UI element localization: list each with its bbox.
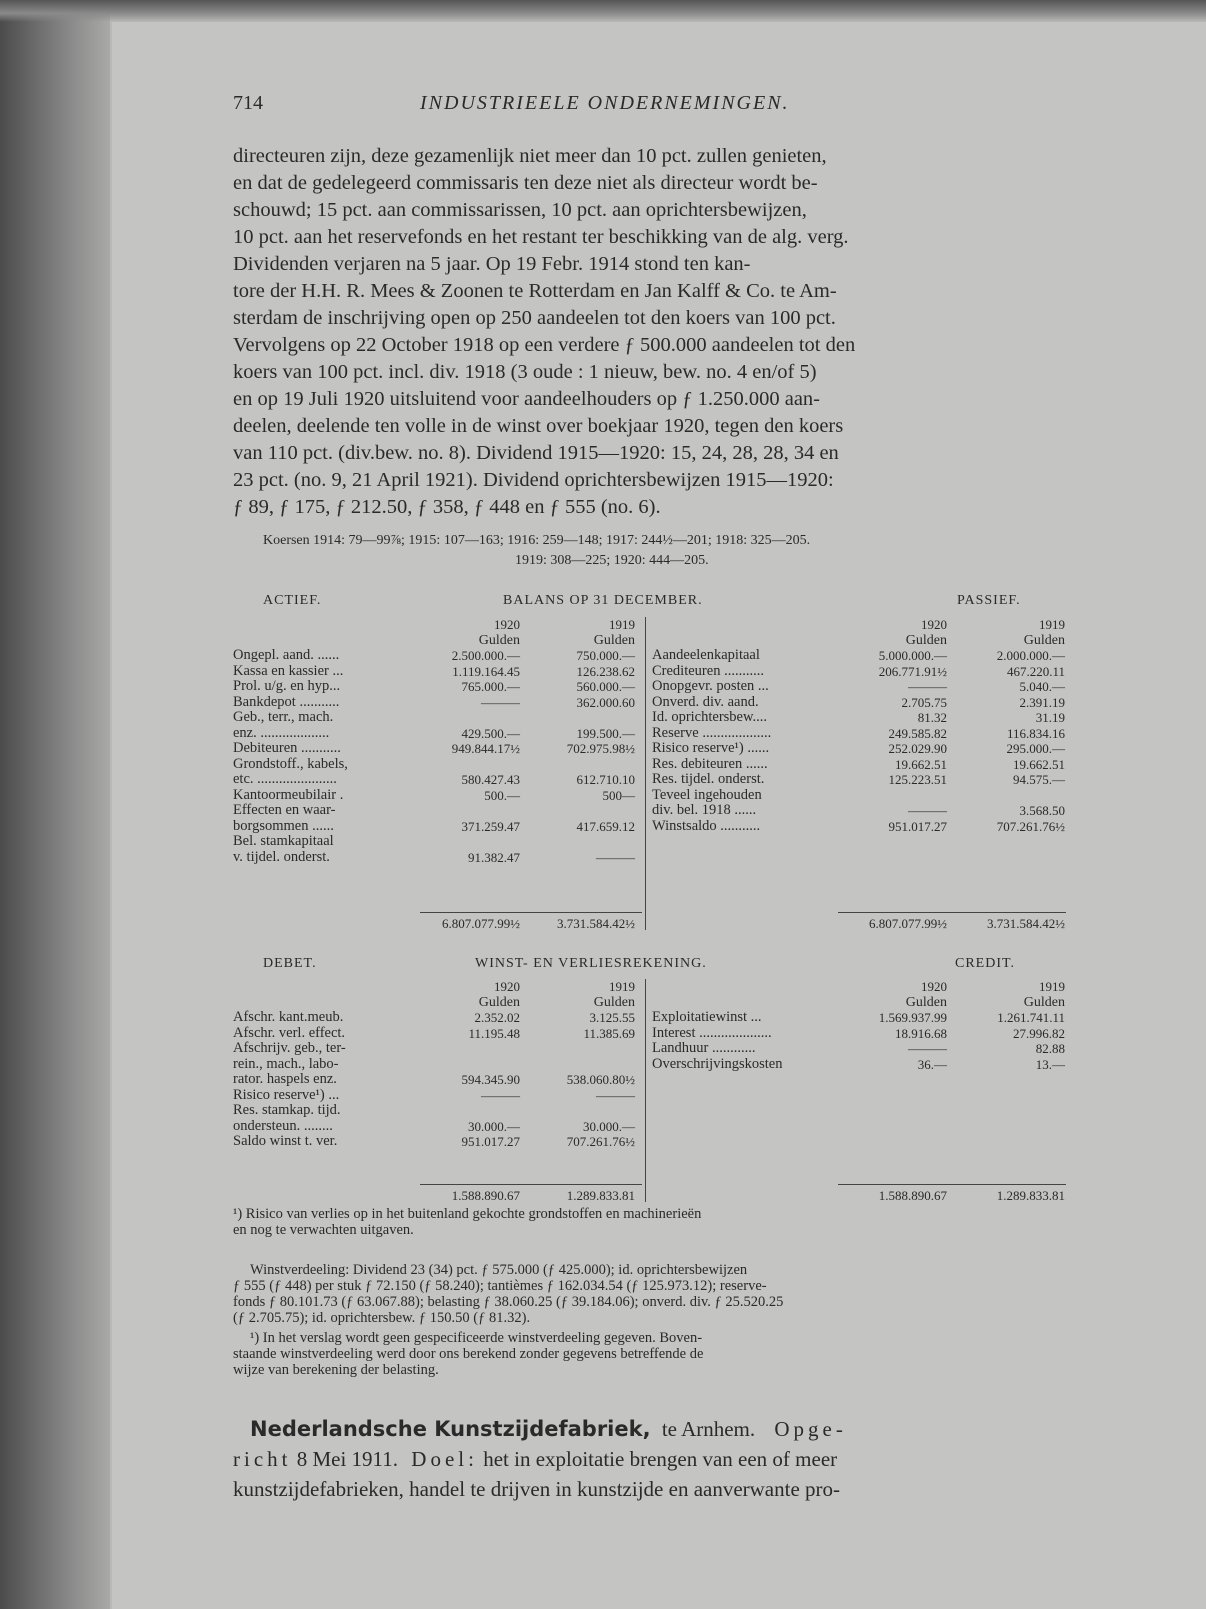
amount-1919: 707.261.76½ bbox=[566, 1134, 635, 1149]
balans-title: BALANS OP 31 DECEMBER. bbox=[503, 593, 703, 608]
unit-header: Gulden bbox=[1023, 994, 1065, 1010]
account-label: rator. haspels enz. bbox=[233, 1071, 337, 1087]
company-line: kunstzijdefabrieken, handel te drijven in kunstzijde en aanverwante pro- bbox=[233, 1477, 841, 1501]
company-location: te Arnhem. bbox=[661, 1417, 756, 1441]
amount-1920: ——— bbox=[908, 1041, 947, 1056]
total-1919: 1.289.833.81 bbox=[566, 1188, 635, 1203]
account-label: Afschrijv. geb., ter- bbox=[233, 1040, 346, 1056]
account-label: Overschrijvingskosten bbox=[652, 1055, 783, 1072]
amount-1920: 500.— bbox=[484, 787, 520, 803]
amount-1920: 36.— bbox=[917, 1056, 947, 1072]
year-header: 1919 bbox=[609, 979, 635, 994]
account-label: Geb., terr., mach. bbox=[233, 709, 334, 725]
account-label: Grondstoff., kabels, bbox=[233, 755, 348, 772]
account-label: Crediteuren ........... bbox=[652, 662, 764, 679]
account-label: Interest .................... bbox=[652, 1024, 772, 1041]
amount-1920: 249.585.82 bbox=[888, 725, 947, 741]
scan-binding-edge bbox=[0, 0, 110, 1609]
amount-1919: 417.659.12 bbox=[576, 818, 635, 834]
winstverdeeling-line: fonds ƒ 80.101.73 (ƒ 63.067.88); belasting ƒ 38.060.25 (ƒ 39.184.06); onverd. div. ƒ 25.520.25 bbox=[233, 1294, 784, 1310]
amount-1919: 538.060.80½ bbox=[566, 1072, 635, 1087]
total-1920: 1.588.890.67 bbox=[451, 1188, 520, 1203]
amount-1919: 707.261.76½ bbox=[996, 818, 1065, 834]
amount-1920: 2.705.75 bbox=[901, 694, 947, 710]
koersen-line: 1919: 308—225; 1920: 444—205. bbox=[515, 553, 709, 568]
amount-1920: 765.000.— bbox=[461, 679, 520, 694]
total-1920: 6.807.077.99½ bbox=[442, 916, 520, 931]
amount-1919: 199.500.— bbox=[576, 725, 635, 741]
amount-1920: 949.844.17½ bbox=[451, 741, 520, 756]
winstverdeeling-line: staande winstverdeeling werd door ons berekend zonder gegevens betreffende de bbox=[233, 1346, 704, 1362]
paragraph-line: en dat de gedelegeerd commissaris ten deze niet als directeur wordt be- bbox=[233, 172, 818, 194]
amount-1919: 362.000.60 bbox=[576, 694, 635, 710]
account-label: Id. oprichtersbew.... bbox=[652, 709, 768, 725]
account-label: Kantoormeubilair . bbox=[233, 786, 344, 803]
amount-1919: 5.040.— bbox=[1019, 679, 1065, 694]
paragraph-line: van 110 pct. (div.bew. no. 8). Dividend 1915—1920: 15, 24, 28, 28, 34 en bbox=[233, 442, 839, 464]
total-rule bbox=[838, 912, 1066, 913]
paragraph-line: koers van 100 pct. incl. div. 1918 (3 oude : 1 nieuw, bew. no. 4 en/of 5) bbox=[233, 361, 817, 383]
account-label: Risico reserve¹) ...... bbox=[652, 740, 770, 756]
amount-1919: 31.19 bbox=[1035, 710, 1065, 725]
amount-1920: 580.427.43 bbox=[461, 772, 520, 787]
amount-1920: 252.029.90 bbox=[888, 741, 947, 756]
unit-header: Gulden bbox=[593, 994, 635, 1010]
amount-1920: 125.223.51 bbox=[888, 772, 947, 787]
amount-1920: 5.000.000.— bbox=[878, 648, 947, 663]
amount-1920: 371.259.47 bbox=[461, 818, 520, 834]
amount-1919: 11.385.69 bbox=[583, 1025, 635, 1041]
amount-1920: ——— bbox=[481, 694, 520, 710]
account-label: Bel. stamkapitaal bbox=[233, 833, 334, 849]
account-label: Onverd. div. aand. bbox=[652, 693, 759, 710]
amount-1919: 295.000.— bbox=[1006, 741, 1065, 756]
amount-1920: 206.771.91½ bbox=[878, 663, 947, 679]
account-label: Reserve ................... bbox=[652, 724, 772, 741]
account-label: Afschr. verl. effect. bbox=[233, 1024, 346, 1041]
amount-1919: 30.000.— bbox=[583, 1118, 635, 1134]
amount-1919: 1.261.741.11 bbox=[997, 1010, 1065, 1025]
amount-1920: 11.195.48 bbox=[468, 1025, 520, 1041]
year-header: 1920 bbox=[494, 979, 520, 994]
running-title: INDUSTRIEELE ONDERNEMINGEN. bbox=[420, 92, 790, 114]
table-divider bbox=[645, 979, 646, 1202]
amount-1920: ——— bbox=[481, 1087, 520, 1103]
unit-header: Gulden bbox=[905, 632, 947, 648]
amount-1919: 13.— bbox=[1035, 1056, 1065, 1072]
total-1919: 1.289.833.81 bbox=[996, 1188, 1065, 1203]
account-label: Risico reserve¹) ... bbox=[233, 1086, 340, 1103]
company-label-doel: Doel: bbox=[411, 1447, 478, 1471]
company-line bbox=[250, 1417, 847, 1442]
paragraph-line: deelen, deelende ten volle in de winst over boekjaar 1920, tegen den koers bbox=[233, 415, 844, 437]
account-label: ondersteun. ........ bbox=[233, 1117, 333, 1134]
account-label: div. bel. 1918 ...... bbox=[652, 802, 757, 818]
amount-1920: 2.352.02 bbox=[474, 1010, 520, 1025]
account-label: Prol. u/g. en hyp... bbox=[233, 678, 341, 694]
account-label: Aandeelenkapitaal bbox=[652, 647, 760, 663]
amount-1920: 951.017.27 bbox=[461, 1134, 520, 1149]
company-purpose: het in exploitatie brengen van een of meer bbox=[483, 1447, 838, 1471]
account-label: etc. ...................... bbox=[233, 771, 337, 787]
unit-header: Gulden bbox=[478, 632, 520, 648]
amount-1920: 30.000.— bbox=[468, 1118, 520, 1134]
account-label: Winstsaldo ........... bbox=[652, 817, 761, 834]
amount-1919: ——— bbox=[596, 849, 635, 865]
actief-heading: ACTIEF. bbox=[263, 593, 322, 608]
amount-1919: 82.88 bbox=[1035, 1041, 1065, 1056]
credit-heading: CREDIT. bbox=[955, 956, 1016, 971]
amount-1919: 3.125.55 bbox=[589, 1010, 635, 1025]
paragraph-line: tore der H.H. R. Mees & Zoonen te Rotterdam en Jan Kalff & Co. te Am- bbox=[233, 280, 837, 302]
table-divider bbox=[645, 617, 646, 930]
account-label: Effecten en waar- bbox=[233, 802, 336, 818]
year-header: 1920 bbox=[494, 617, 520, 632]
unit-header: Gulden bbox=[478, 994, 520, 1010]
amount-1920: 429.500.— bbox=[461, 725, 520, 741]
paragraph-line: Vervolgens op 22 October 1918 op een verdere ƒ 500.000 aandeelen tot den bbox=[233, 334, 856, 356]
paragraph-line: 10 pct. aan het reservefonds en het restant ter beschikking van de alg. verg. bbox=[233, 226, 849, 248]
amount-1919: 702.975.98½ bbox=[566, 741, 635, 756]
amount-1920: 2.500.000.— bbox=[451, 648, 520, 663]
account-label: rein., mach., labo- bbox=[233, 1055, 339, 1072]
winstverdeeling-line: (ƒ 2.705.75); id. oprichtersbew. ƒ 150.50 (ƒ 81.32). bbox=[233, 1310, 531, 1326]
year-header: 1919 bbox=[609, 617, 635, 632]
paragraph-line: Dividenden verjaren na 5 jaar. Op 19 Febr. 1914 stond ten kan- bbox=[233, 253, 751, 275]
total-rule bbox=[420, 912, 642, 913]
paragraph-line: 23 pct. (no. 9, 21 April 1921). Dividend oprichtersbewijzen 1915—1920: bbox=[233, 469, 834, 491]
amount-1919: 19.662.51 bbox=[1013, 756, 1065, 772]
total-1920: 6.807.077.99½ bbox=[869, 916, 947, 931]
account-label: Teveel ingehouden bbox=[652, 786, 762, 803]
account-label: v. tijdel. onderst. bbox=[233, 848, 330, 865]
passief-heading: PASSIEF. bbox=[957, 593, 1021, 608]
winstverdeeling-line: wijze van berekening der belasting. bbox=[233, 1362, 439, 1378]
year-header: 1920 bbox=[921, 979, 947, 994]
amount-1919: 560.000.— bbox=[576, 679, 635, 694]
total-1919: 3.731.584.42½ bbox=[987, 916, 1065, 931]
amount-1919: 500— bbox=[602, 787, 635, 803]
amount-1920: 18.916.68 bbox=[895, 1025, 947, 1041]
amount-1919: 2.391.19 bbox=[1019, 694, 1065, 710]
total-rule bbox=[420, 1184, 642, 1185]
paragraph-line: directeuren zijn, deze gezamenlijk niet meer dan 10 pct. zullen genieten, bbox=[233, 145, 827, 167]
winstverdeeling-line: Winstverdeeling: Dividend 23 (34) pct. ƒ 575.000 (ƒ 425.000); id. oprichtersbewijzen bbox=[250, 1262, 748, 1278]
paragraph-line: en op 19 Juli 1920 uitsluitend voor aandeelhouders op ƒ 1.250.000 aan- bbox=[233, 388, 820, 410]
amount-1920: ——— bbox=[908, 803, 947, 818]
company-line bbox=[233, 1447, 837, 1472]
account-label: Ongepl. aand. ...... bbox=[233, 647, 340, 663]
unit-header: Gulden bbox=[1023, 632, 1065, 648]
year-header: 1919 bbox=[1039, 617, 1065, 632]
paragraph-line: sterdam de inschrijving open op 250 aandeelen tot den koers van 100 pct. bbox=[233, 307, 836, 329]
amount-1919: 27.996.82 bbox=[1013, 1025, 1065, 1041]
debet-heading: DEBET. bbox=[263, 956, 317, 971]
amount-1920: 951.017.27 bbox=[888, 818, 947, 834]
unit-header: Gulden bbox=[593, 632, 635, 648]
amount-1920: 19.662.51 bbox=[895, 756, 947, 772]
paragraph-line: schouwd; 15 pct. aan commissarissen, 10 pct. aan oprichtersbewijzen, bbox=[233, 199, 807, 221]
winstverdeeling-line: ƒ 555 (ƒ 448) per stuk ƒ 72.150 (ƒ 58.240); tantièmes ƒ 162.034.54 (ƒ 125.973.12); reserve- bbox=[233, 1278, 767, 1294]
account-label: Exploitatiewinst ... bbox=[652, 1009, 762, 1025]
account-label: Res. debiteuren ...... bbox=[652, 755, 768, 772]
paragraph-line: ƒ 89, ƒ 175, ƒ 212.50, ƒ 358, ƒ 448 en ƒ 555 (no. 6). bbox=[233, 496, 661, 518]
year-header: 1920 bbox=[921, 617, 947, 632]
account-label: Landhuur ............ bbox=[652, 1040, 756, 1056]
scan-top-edge bbox=[0, 0, 1206, 22]
footnote-risico: ¹) Risico van verlies op in het buitenland gekochte grondstoffen en machinerieën bbox=[233, 1206, 702, 1222]
amount-1919: 612.710.10 bbox=[576, 772, 635, 787]
winstverdeeling-line: ¹) In het verslag wordt geen gespecificeerde winstverdeeling gegeven. Boven- bbox=[250, 1330, 703, 1346]
footnote-risico: en nog te verwachten uitgaven. bbox=[233, 1222, 414, 1238]
account-label: Kassa en kassier ... bbox=[233, 662, 344, 679]
winst-title: WINST- EN VERLIESREKENING. bbox=[475, 956, 707, 971]
account-label: borgsommen ...... bbox=[233, 817, 334, 834]
total-rule bbox=[838, 1184, 1066, 1185]
account-label: Onopgevr. posten ... bbox=[652, 678, 769, 694]
total-1919: 3.731.584.42½ bbox=[557, 916, 635, 931]
unit-header: Gulden bbox=[905, 994, 947, 1010]
koersen-line: Koersen 1914: 79—99⅞; 1915: 107—163; 1916: 259—148; 1917: 244½—201; 1918: 325—205. bbox=[263, 533, 811, 548]
amount-1919: ——— bbox=[596, 1087, 635, 1103]
company-label-opgericht: Opge- bbox=[774, 1417, 847, 1441]
total-1920: 1.588.890.67 bbox=[878, 1188, 947, 1203]
amount-1920: 81.32 bbox=[917, 710, 947, 725]
amount-1919: 2.000.000.— bbox=[996, 648, 1065, 663]
intro-paragraph bbox=[233, 143, 1073, 521]
amount-1919: 94.575.— bbox=[1013, 772, 1065, 787]
amount-1920: 594.345.90 bbox=[461, 1072, 520, 1087]
company-name: Nederlandsche Kunstzijdefabriek, bbox=[250, 1417, 651, 1441]
account-label: Debiteuren ........... bbox=[233, 740, 341, 756]
amount-1919: 126.238.62 bbox=[576, 663, 635, 679]
company-date: 8 Mei 1911. bbox=[296, 1447, 399, 1471]
account-label: Afschr. kant.meub. bbox=[233, 1009, 344, 1025]
account-label: enz. ................... bbox=[233, 724, 330, 741]
amount-1919: 3.568.50 bbox=[1019, 803, 1065, 818]
amount-1920: ——— bbox=[908, 679, 947, 694]
amount-1920: 1.119.164.45 bbox=[452, 663, 520, 679]
amount-1919: 116.834.16 bbox=[1006, 725, 1065, 741]
amount-1919: 750.000.— bbox=[576, 648, 635, 663]
account-label: Saldo winst t. ver. bbox=[233, 1133, 338, 1149]
amount-1920: 91.382.47 bbox=[468, 849, 520, 865]
amount-1919: 467.220.11 bbox=[1006, 663, 1065, 679]
account-label: Res. tijdel. onderst. bbox=[652, 771, 765, 787]
company-label-opgericht: richt bbox=[233, 1447, 292, 1471]
amount-1920: 1.569.937.99 bbox=[878, 1010, 947, 1025]
year-header: 1919 bbox=[1039, 979, 1065, 994]
account-label: Res. stamkap. tijd. bbox=[233, 1102, 341, 1118]
account-label: Bankdepot ........... bbox=[233, 693, 340, 710]
page-number: 714 bbox=[233, 92, 263, 114]
